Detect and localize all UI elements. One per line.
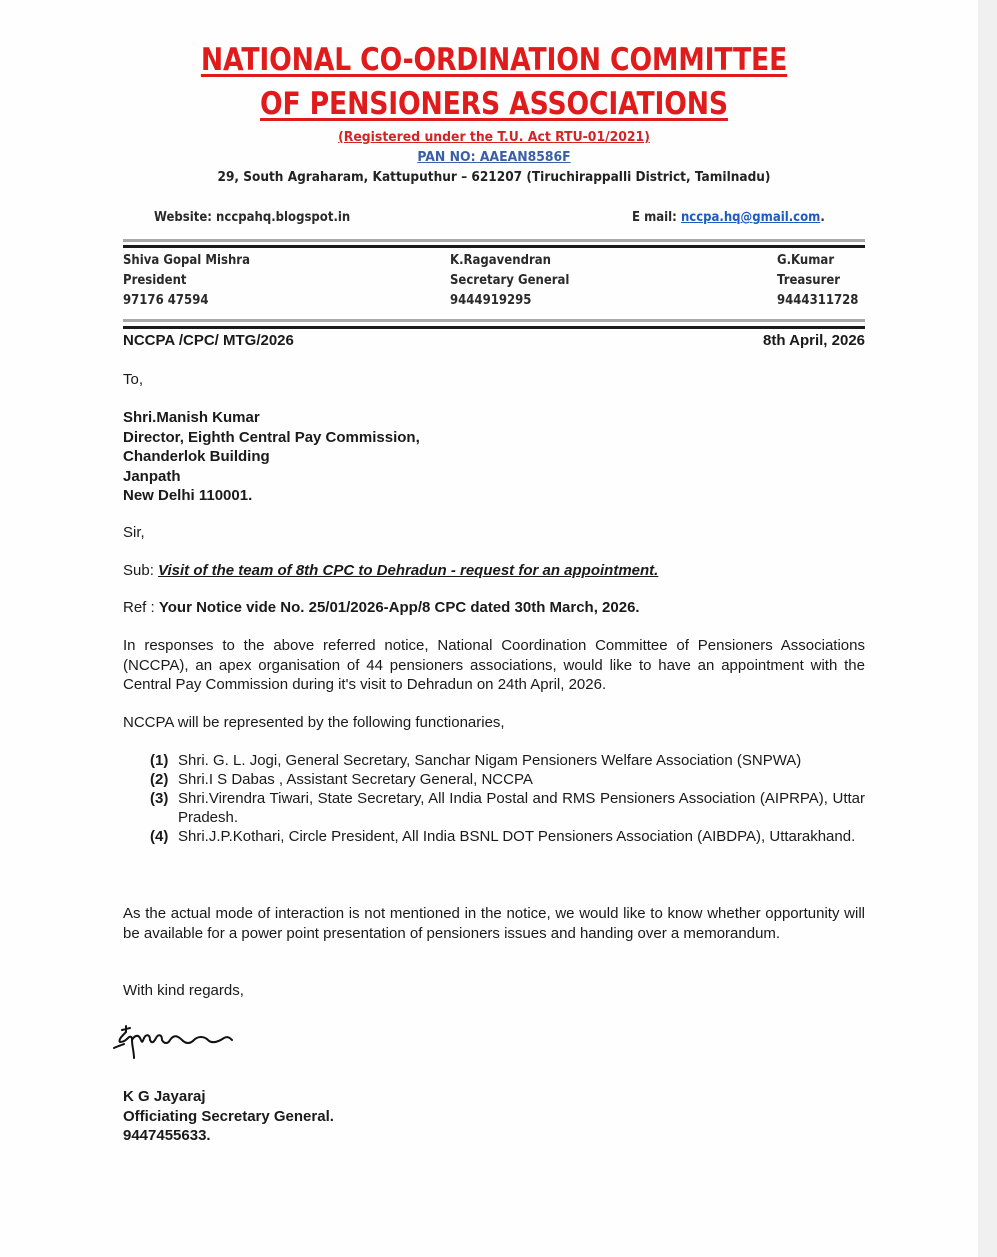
- list-item: [150, 751, 865, 770]
- reference-line: [123, 598, 640, 618]
- subject-line: [123, 561, 658, 581]
- org-address: 29, South Agraharam, Kattuputhur – 621207 (Tiruchirappalli District, Tamilnadu): [217, 169, 771, 185]
- recipient-line: Chanderlok Building: [123, 448, 270, 465]
- bearer-phone: 9444311728: [777, 293, 859, 308]
- subject-label: Sub:: [123, 562, 159, 579]
- recipient-line: New Delhi 110001.: [123, 487, 253, 504]
- bearer-role: Treasurer: [777, 273, 841, 288]
- list-item: [150, 789, 865, 827]
- signatory-designation: Officiating Secretary General.: [123, 1107, 334, 1125]
- org-title-line2: OF PENSIONERS ASSOCIATIONS: [260, 86, 728, 122]
- email-line: [632, 210, 825, 225]
- signatory-name: K G Jayaraj: [123, 1088, 206, 1105]
- divider-black: [123, 326, 865, 329]
- list-number: (4): [150, 828, 169, 845]
- list-item: [150, 770, 865, 789]
- signatory-block: [123, 1087, 334, 1146]
- email-link[interactable]: nccpa.hq@gmail.com: [680, 210, 821, 225]
- closing: With kind regards,: [123, 982, 244, 999]
- salutation: Sir,: [123, 524, 145, 541]
- website-text: Website: nccpahq.blogspot.in: [154, 210, 351, 225]
- letter-reference: NCCPA /CPC/ MTG/2026: [123, 332, 294, 349]
- registration-note: (Registered under the T.U. Act RTU-01/2021): [338, 129, 650, 145]
- to-label: To,: [123, 371, 144, 388]
- list-text: Shri.Virendra Tiwari, State Secretary, All India Postal and RMS Pensioners Association (AIPRPA), Uttar Pradesh.: [178, 790, 865, 826]
- bearer-phone: 97176 47594: [123, 293, 209, 308]
- signatory-phone: 9447455633.: [123, 1127, 211, 1144]
- office-bearer-treasurer: [777, 251, 858, 311]
- recipient-line: Director, Eighth Central Pay Commission,: [123, 428, 420, 446]
- list-number: (3): [150, 790, 169, 807]
- recipient-block: [123, 408, 420, 506]
- divider-gray: [123, 239, 865, 242]
- org-title-line1: NATIONAL CO-ORDINATION COMMITTEE: [200, 42, 788, 78]
- list-number: (1): [150, 752, 169, 769]
- bearer-name: K.Ragavendran: [450, 253, 551, 268]
- list-number: (2): [150, 771, 169, 788]
- bearer-phone: 9444919295: [450, 293, 532, 308]
- body-paragraph-1: In responses to the above referred notice, National Coordination Committee of Pensioners Associations (NCCPA), an apex organisation of 44 pensioners associations, would like to have an appointment with the Central Pay Commission during it's visit to Dehradun on 24th April, 2026.: [123, 637, 865, 693]
- bearer-role: President: [123, 273, 187, 288]
- recipient-line: Janpath: [123, 467, 181, 485]
- viewer-side-margin: [978, 0, 997, 1257]
- bearer-name: G.Kumar: [777, 253, 835, 268]
- office-bearer-president: [123, 251, 250, 311]
- functionaries-list: [150, 751, 865, 846]
- divider-black: [123, 245, 865, 248]
- bearer-name: Shiva Gopal Mishra: [123, 253, 250, 268]
- handwritten-signature-icon: [112, 1022, 262, 1072]
- list-text: Shri.J.P.Kothari, Circle President, All India BSNL DOT Pensioners Association (AIBDPA), Uttarakhand.: [178, 828, 856, 845]
- email-label: E mail:: [632, 210, 681, 225]
- recipient-line: Shri.Manish Kumar: [123, 409, 260, 426]
- list-text: Shri. G. L. Jogi, General Secretary, Sanchar Nigam Pensioners Welfare Association (SNPWA): [178, 752, 802, 769]
- list-item: [150, 827, 865, 846]
- ref-label: Ref :: [123, 599, 159, 616]
- letter-date: 8th April, 2026: [763, 332, 865, 349]
- body-paragraph-3: As the actual mode of interaction is not mentioned in the notice, we would like to know whether opportunity will be available for a power point presentation of pensioners issues and handing over a memorandum.: [123, 905, 865, 942]
- pan-number: PAN NO: AAEAN8586F: [417, 149, 571, 165]
- email-suffix: .: [820, 210, 825, 225]
- body-paragraph-2: NCCPA will be represented by the following functionaries,: [123, 714, 505, 731]
- ref-text: Your Notice vide No. 25/01/2026-App/8 CPC dated 30th March, 2026.: [158, 599, 640, 616]
- divider-gray: [123, 319, 865, 322]
- bearer-role: Secretary General: [450, 273, 570, 288]
- office-bearer-secretary-general: [450, 251, 569, 311]
- list-text: Shri.I S Dabas , Assistant Secretary General, NCCPA: [178, 771, 533, 788]
- subject-text: Visit of the team of 8th CPC to Dehradun - request for an appointment.: [158, 562, 659, 579]
